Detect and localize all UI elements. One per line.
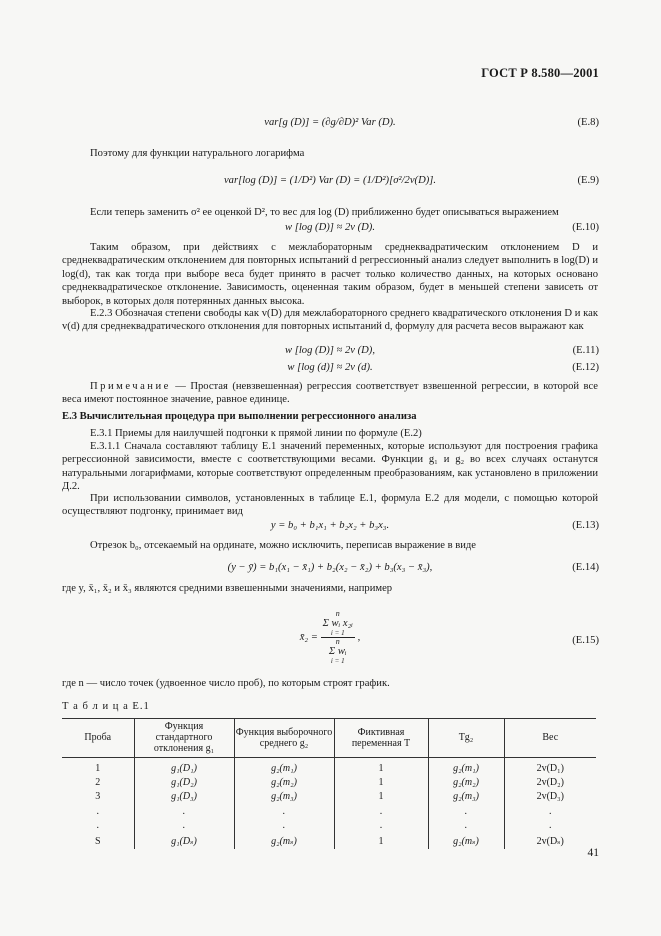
e15-sum-top: n — [335, 609, 340, 618]
page-number: 41 — [587, 847, 599, 859]
paragraph-n: где n — число точек (удвоенное число проб), по которым строят график. — [62, 678, 390, 689]
table-row: S g₁(Dₛ) g₂(mₛ) 1 g₂(mₛ) 2v(Dₛ) — [62, 834, 596, 849]
paragraph-replace: Если теперь заменить σ² ее оценкой D², то вес для log (D) приближенно будет описываться выражением — [90, 207, 559, 218]
paragraph-e311: Е.3.1.1 Сначала составляют таблицу Е.1 значений переменных, которые используют для построения графика регрессионной зависимости, вместе с соответствующими весами. Функции g₁ и g₂ во всех случаях останутся натуральными логарифмами, которые соответствуют определенным преобразованиям, как установлено в приложении Д.2. — [62, 441, 598, 493]
table-title: Т а б л и ц а Е.1 — [62, 701, 150, 712]
e15-fraction — [321, 610, 355, 665]
table-row: 1 g₁(D₁) g₂(m₁) 1 g₂(m₁) 2v(D₁) — [62, 757, 596, 776]
equation-e12: w [log (d)] ≈ 2v (d). — [287, 362, 373, 373]
paragraph-symbols: При использовании символов, установленных в таблице Е.1, формула Е.2 для модели, с помощью которой осуществляют подгонку, принимает вид — [62, 493, 598, 518]
note-text: — Простая (невзвешенная) регрессия соответствует взвешенной регрессии, в которой все веса имеют постоянное значение, равное единице. — [62, 381, 598, 406]
equation-e8-number: (E.8) — [577, 117, 599, 128]
paragraph-where: где y, x̄₁, x̄₂ и x̄₃ являются средними взвешенными значениями, например — [62, 583, 393, 594]
section-heading-e3: Е.3 Вычислительная процедура при выполнении регрессионного анализа — [62, 411, 417, 422]
equation-e13: y = b₀ + b₁x₁ + b₂x₂ + b₃x₃. — [270, 520, 390, 531]
equation-e15-number: (E.15) — [572, 635, 599, 646]
paragraph-intercept: Отрезок b₀, отсекаемый на ординате, можно исключить, переписав выражение в виде — [90, 540, 477, 551]
equation-e13-number: (E.13) — [572, 520, 599, 531]
e15-numerator: n Σ wᵢ x₂ᵢ i = 1 — [322, 609, 353, 637]
e15-lhs: x̄₂ = — [299, 631, 318, 643]
e15-denominator: n Σ wᵢ i = 1 — [328, 637, 347, 665]
equation-e10: w [log (D)] ≈ 2v (D). — [285, 222, 375, 233]
equation-e14: (y − ȳ) = b₁(x₁ − x̄₁) + b₂(x₂ − x̄₂) + b₃(x₃ − x̄₃), — [227, 562, 433, 573]
table-header-weight: Вес — [504, 719, 596, 757]
table-row: . . . . . . — [62, 805, 596, 819]
equation-e11-number: (E.11) — [572, 345, 599, 356]
equation-e12-number: (E.12) — [572, 362, 599, 373]
note-label: Примечание — [90, 381, 171, 392]
equation-e11: w [log (D)] ≈ 2v (D), — [285, 345, 375, 356]
table-e1 — [62, 718, 596, 849]
paragraph-e23: Е.2.3 Обозначая степени свободы как v(D) для межлабораторного среднего квадратического отклонения D и как v(d) для среднеквадратического отклонения для повторных испытаний d, формулу для расчета весов выражают как — [62, 308, 598, 333]
document-header: ГОСТ Р 8.580—2001 — [481, 66, 599, 80]
table-header-probe: Проба — [62, 719, 134, 757]
equation-e9-number: (E.9) — [577, 175, 599, 186]
table-row: 2 g₁(D₂) g₂(m₂) 1 g₂(m₂) 2v(D₂) — [62, 776, 596, 790]
table-header-g1: Функция стандартного отклонения g₁ — [134, 719, 234, 757]
equation-e14-number: (E.14) — [572, 562, 599, 573]
intro-e9: Поэтому для функции натурального логарифма — [90, 148, 305, 159]
table-header-dummy: Фиктивная переменная T — [334, 719, 428, 757]
e15-sum-bottom: i = 1 — [330, 629, 345, 637]
paragraph-thus: Таким образом, при действиях с межлабораторным среднеквадратическим отклонением D и среднеквадратическим отклонением для повторных испытаний d регрессионный анализ следует выполнить в log(D) и log(d), так как тогда при выборе веса будет принято в расчет только количество данных, на которых основано среднеквадратическое отклонение. Зависимость, оцененная таким образом, будет в меньшей степени зависеть от выборок, в которых доля потерянных данных высока. — [62, 242, 598, 307]
table-header-g2: Функция выборочного среднего g₂ — [234, 719, 334, 757]
equation-e8: var[g (D)] = (∂g/∂D)² Var (D). — [264, 117, 396, 128]
table-row: 3 g₁(D₃) g₂(m₃) 1 g₂(m₃) 2v(D₃) — [62, 790, 596, 804]
note — [62, 380, 598, 407]
paragraph-e31: Е.3.1 Приемы для наилучшей подгонки к прямой линии по формуле (Е.2) — [90, 428, 422, 439]
equation-e9: var[log (D)] = (1/D²) Var (D) = (1/D²)[σ²/2v(D)]. — [223, 175, 437, 186]
table-header-tg2: Tg₂ — [428, 719, 504, 757]
table-row: . . . . . . — [62, 819, 596, 833]
equation-e15: x̄₂ = n Σ wᵢ x₂ᵢ i = 1 n Σ wᵢ i = 1 , — [299, 609, 361, 665]
equation-e10-number: (E.10) — [572, 222, 599, 233]
